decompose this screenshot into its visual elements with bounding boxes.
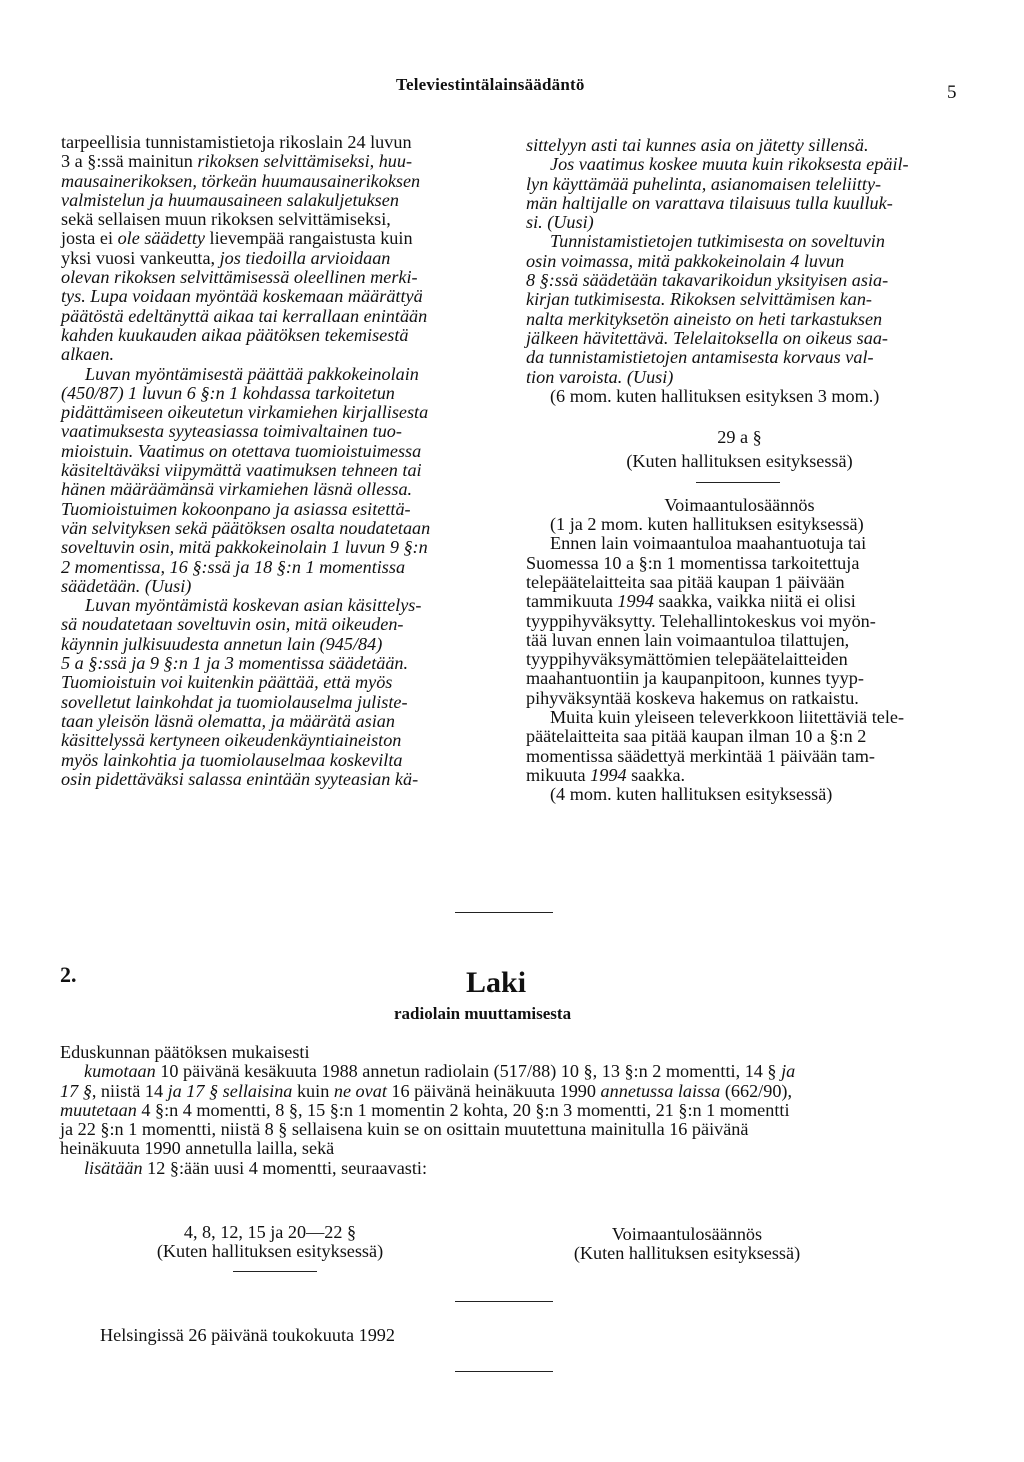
law-body (60, 1043, 953, 1178)
text-line: kuin (292, 1080, 334, 1101)
italic-text: Luvan myöntämistä koskevan asian käsittelys- (85, 595, 422, 616)
italic-text: muutetaan (60, 1099, 137, 1120)
italic-text: käsittelyssä kertyneen oikeudenkäyntiaineiston (61, 730, 402, 751)
paragraph-r3 (526, 232, 953, 386)
addition-paragraph (60, 1159, 953, 1178)
text-line: 3 a §:ssä mainitun (61, 151, 198, 172)
italic-text: nalta merkityksetön aineisto on heti tarkastuksen (526, 308, 883, 329)
entry-into-force-heading: Voimaantulosäännös (664, 494, 815, 515)
italic-text: ne ovat (333, 1080, 387, 1101)
italic-text: kumotaan (84, 1061, 156, 1082)
section-heading-29a: 29 a § (717, 427, 762, 448)
text-line: tää luvan ennen lain voimaantuloa tilattujen, (526, 629, 850, 650)
italic-text: (450/87) 1 luvun 6 §:n 1 kohdassa tarkoitetun (61, 382, 395, 403)
italic-text: da tunnistamistietojen antamisesta korvaus val- (526, 347, 874, 368)
italic-text: mioistuin. Vaatimus on otettava tuomioistuimessa (61, 440, 422, 461)
italic-text: sä noudatetaan soveltuvin osin, mitä oikeuden- (61, 614, 404, 635)
text-line: pihyväksyntää koskeva hakemus on ratkaistu. (526, 687, 859, 708)
section-divider (455, 1301, 553, 1302)
text-line: 10 päivänä kesäkuuta 1988 annetun radiolain (517/88) 10 §, 13 §:n 2 momentti, 14 § (155, 1061, 782, 1082)
text-line: 16 päivänä heinäkuuta 1990 (386, 1080, 601, 1101)
paragraph-v3: (4 mom. kuten hallituksen esityksessä) (550, 784, 833, 805)
italic-text: kirjan tutkimisesta. Rikoksen selvittämisen kan- (526, 289, 872, 310)
italic-text: 17 § (60, 1080, 92, 1101)
divider (233, 1271, 317, 1272)
italic-text: sittelyyn asti tai kunnes asia on jätetty sillensä. (526, 135, 869, 155)
text-line: heinäkuuta 1990 annetulla lailla, sekä (60, 1138, 335, 1159)
text-line: lievempää rangaistusta kuin (204, 228, 413, 249)
paragraph-continuation (526, 136, 953, 155)
amendment-paragraph (60, 1062, 953, 1158)
italic-text: hänen määräämänsä virkamiehen läsnä ollessa. (61, 479, 413, 500)
sections-block (150, 1223, 390, 1262)
text-line: maahantuontiin ja kaupanpitoon, kunnes tyyp- (526, 668, 864, 689)
text-line: momentissa säädettyä merkintää 1 päivään tam- (526, 745, 875, 766)
italic-text: Luvan myöntämisestä päättää pakkokeinolain (85, 363, 419, 384)
italic-text: valmistelun ja huumausaineen salakuljetuksen (61, 189, 399, 210)
italic-text: mausainerikoksen, törkeän huumausainerikoksen (61, 170, 421, 191)
italic-text: sovelletut lainkohdat ja tuomiolauselma juliste- (61, 691, 408, 712)
paragraph-v2 (526, 708, 953, 785)
enactment-clause: Eduskunnan päätöksen mukaisesti (60, 1042, 310, 1062)
paragraph-3 (61, 596, 497, 789)
italic-text: 2 momentissa, 16 §:ssä ja 18 §:n 1 momentissa (61, 556, 406, 577)
text-line: josta ei (61, 228, 118, 249)
italic-text: 5 a §:ssä ja 9 §:n 1 ja 3 momentissa säädetään. (61, 653, 409, 674)
italic-text: Tuomioistuin voi kuitenkin päättää, että myös (61, 672, 393, 693)
italic-text: Tuomioistuimen kokoonpano ja asiassa esitettä- (61, 498, 411, 519)
italic-text: alkaen. (61, 344, 115, 365)
text-line: tammikuuta (526, 591, 618, 612)
section-divider (455, 912, 553, 913)
left-column (61, 133, 497, 789)
italic-text: käsiteltäväksi viipymättä vaatimuksen tehneen tai (61, 460, 422, 481)
italic-text: 8 §:ssä säädetään takavarikoidun yksityisen asia- (526, 270, 889, 291)
italic-text: kahden kuukauden aikaa päätöksen tekemisestä (61, 324, 409, 345)
right-column (526, 136, 953, 805)
entry-into-force-note: (1 ja 2 mom. kuten hallituksen esityksessä) (550, 514, 864, 535)
entry-into-force-note: (Kuten hallituksen esityksessä) (573, 1243, 801, 1264)
italic-text: vaatimuksesta syyteasiassa toimivaltainen tuo- (61, 421, 402, 442)
italic-text: tys. Lupa voidaan myöntää koskemaan määrättyä (61, 286, 423, 307)
italic-text: Tunnistamistietojen tutkimisesta on soveltuvin (550, 231, 885, 252)
italic-text: taan yleisön läsnä olematta, ja määrätä asian (61, 710, 395, 731)
italic-text: si. (Uusi) (526, 212, 594, 233)
entry-into-force-block (537, 1225, 837, 1264)
text-line: tyyppihyväksytty. Telehallintokeskus voi myön- (526, 610, 876, 631)
italic-text: 1994 (617, 591, 654, 612)
divider-container (526, 472, 953, 496)
section-note: (Kuten hallituksen esityksessä) (626, 451, 853, 472)
text-line: tyyppihyväksymättömien telepäätelaitteiden (526, 649, 848, 670)
italic-text: rikoksen selvittämiseksi, huu- (197, 151, 413, 172)
text-line: ja 22 §:n 1 momentti, niistä 8 § sellaisena kuin se on osittain muutettuna mainitulla 16 päivänä (60, 1119, 749, 1140)
divider (696, 482, 780, 483)
text-line: (662/90), (720, 1080, 793, 1101)
law-number: 2. (60, 962, 77, 987)
italic-text: osin voimassa, mitä pakkokeinolain 4 luvun (526, 250, 845, 271)
italic-text: lyn käyttämää puhelinta, asianomaisen teleliitty- (526, 173, 882, 194)
text-line: mikuuta (526, 764, 591, 785)
paragraph-r4: (6 mom. kuten hallituksen esityksen 3 mom.) (550, 385, 880, 406)
italic-text: soveltuvin osin, mitä pakkokeinolain 1 luvun 9 §:n (61, 537, 428, 558)
text-line: yksi vuosi vankeutta, (61, 247, 220, 268)
italic-text: jos tiedoilla arvioidaan (219, 247, 391, 268)
italic-text: ole säädetty (117, 228, 205, 249)
text-line: saakka. (626, 764, 686, 785)
signature-line: Helsingissä 26 päivänä toukokuuta 1992 (100, 1325, 395, 1345)
text-line: Ennen lain voimaantuloa maahantuotuja tai (550, 533, 867, 554)
text-line: , niistä 14 (91, 1080, 168, 1101)
paragraph-r2 (526, 155, 953, 232)
text-line: saakka, vaikka niitä ei olisi (653, 591, 856, 612)
italic-text: pidättämiseen oikeutetun virkamiehen kirjallisesta (61, 402, 429, 423)
running-header-title: Televiestintälainsäädäntö (396, 75, 585, 94)
italic-text: käynnin julkisuudesta annetun lain (945/84) (61, 633, 383, 654)
italic-text: ja 17 § sellaisina (167, 1080, 293, 1101)
italic-text: jälkeen hävitettävä. Telelaitoksella on oikeus saa- (526, 327, 888, 348)
italic-text: päätöstä edeltänyttä aikaa tai kerrallaan enintään (61, 305, 428, 326)
italic-text: vän selvityksen sekä päätöksen osalta noudatetaan (61, 517, 431, 538)
italic-text: säädetään. (Uusi) (61, 575, 192, 596)
italic-text: osin pidettäväksi salassa enintään syyteasian kä- (61, 768, 419, 789)
sections-note: (Kuten hallituksen esityksessä) (156, 1241, 384, 1262)
text-line: Suomessa 10 a §:n 1 momentissa tarkoitettuja (526, 552, 860, 573)
paragraph-1 (61, 133, 497, 365)
italic-text: olevan rikoksen selvittämisessä oleellinen merki- (61, 267, 418, 288)
entry-into-force-heading: Voimaantulosäännös (611, 1224, 763, 1244)
italic-text: ja (781, 1061, 796, 1082)
law-title: Laki (466, 966, 527, 999)
text-line: telepäätelaitteita saa pitää kaupan 1 päivään (526, 571, 845, 592)
italic-text: tion varoista. (Uusi) (526, 366, 674, 387)
section-divider (455, 1371, 553, 1372)
text-line: Muita kuin yleiseen televerkkoon liitettäviä tele- (550, 707, 905, 728)
text-line: 12 §:ään uusi 4 momentti, seuraavasti: (142, 1157, 428, 1178)
italic-text: annetussa laissa (600, 1080, 721, 1101)
italic-text: 1994 (590, 764, 627, 785)
paragraph-2 (61, 365, 497, 597)
law-subtitle: radiolain muuttamisesta (394, 1004, 572, 1023)
page-number: 5 (947, 82, 957, 103)
italic-text: myös lainkohtia ja tuomiolauselmaa koskevilta (61, 749, 403, 770)
paragraph-v1 (526, 534, 953, 708)
italic-text: män haltijalle on varattava tilaisuus tulla kuulluk- (526, 192, 893, 213)
italic-text: Jos vaatimus koskee muuta kuin rikoksesta epäil- (550, 154, 909, 175)
italic-text: lisätään (84, 1157, 143, 1178)
text-line: tarpeellisia tunnistamistietoja rikoslain 24 luvun (61, 132, 412, 152)
sections-heading: 4, 8, 12, 15 ja 20—22 § (183, 1222, 357, 1242)
text-line: sekä sellaisen muun rikoksen selvittämiseksi, (61, 209, 391, 230)
text-line: 4 §:n 4 momentti, 8 §, 15 §:n 1 momentin 2 kohta, 20 §:n 3 momentti, 21 §:n 1 momentti (136, 1099, 790, 1120)
text-line: päätelaitteita saa pitää kaupan ilman 10 a §:n 2 (526, 726, 867, 747)
